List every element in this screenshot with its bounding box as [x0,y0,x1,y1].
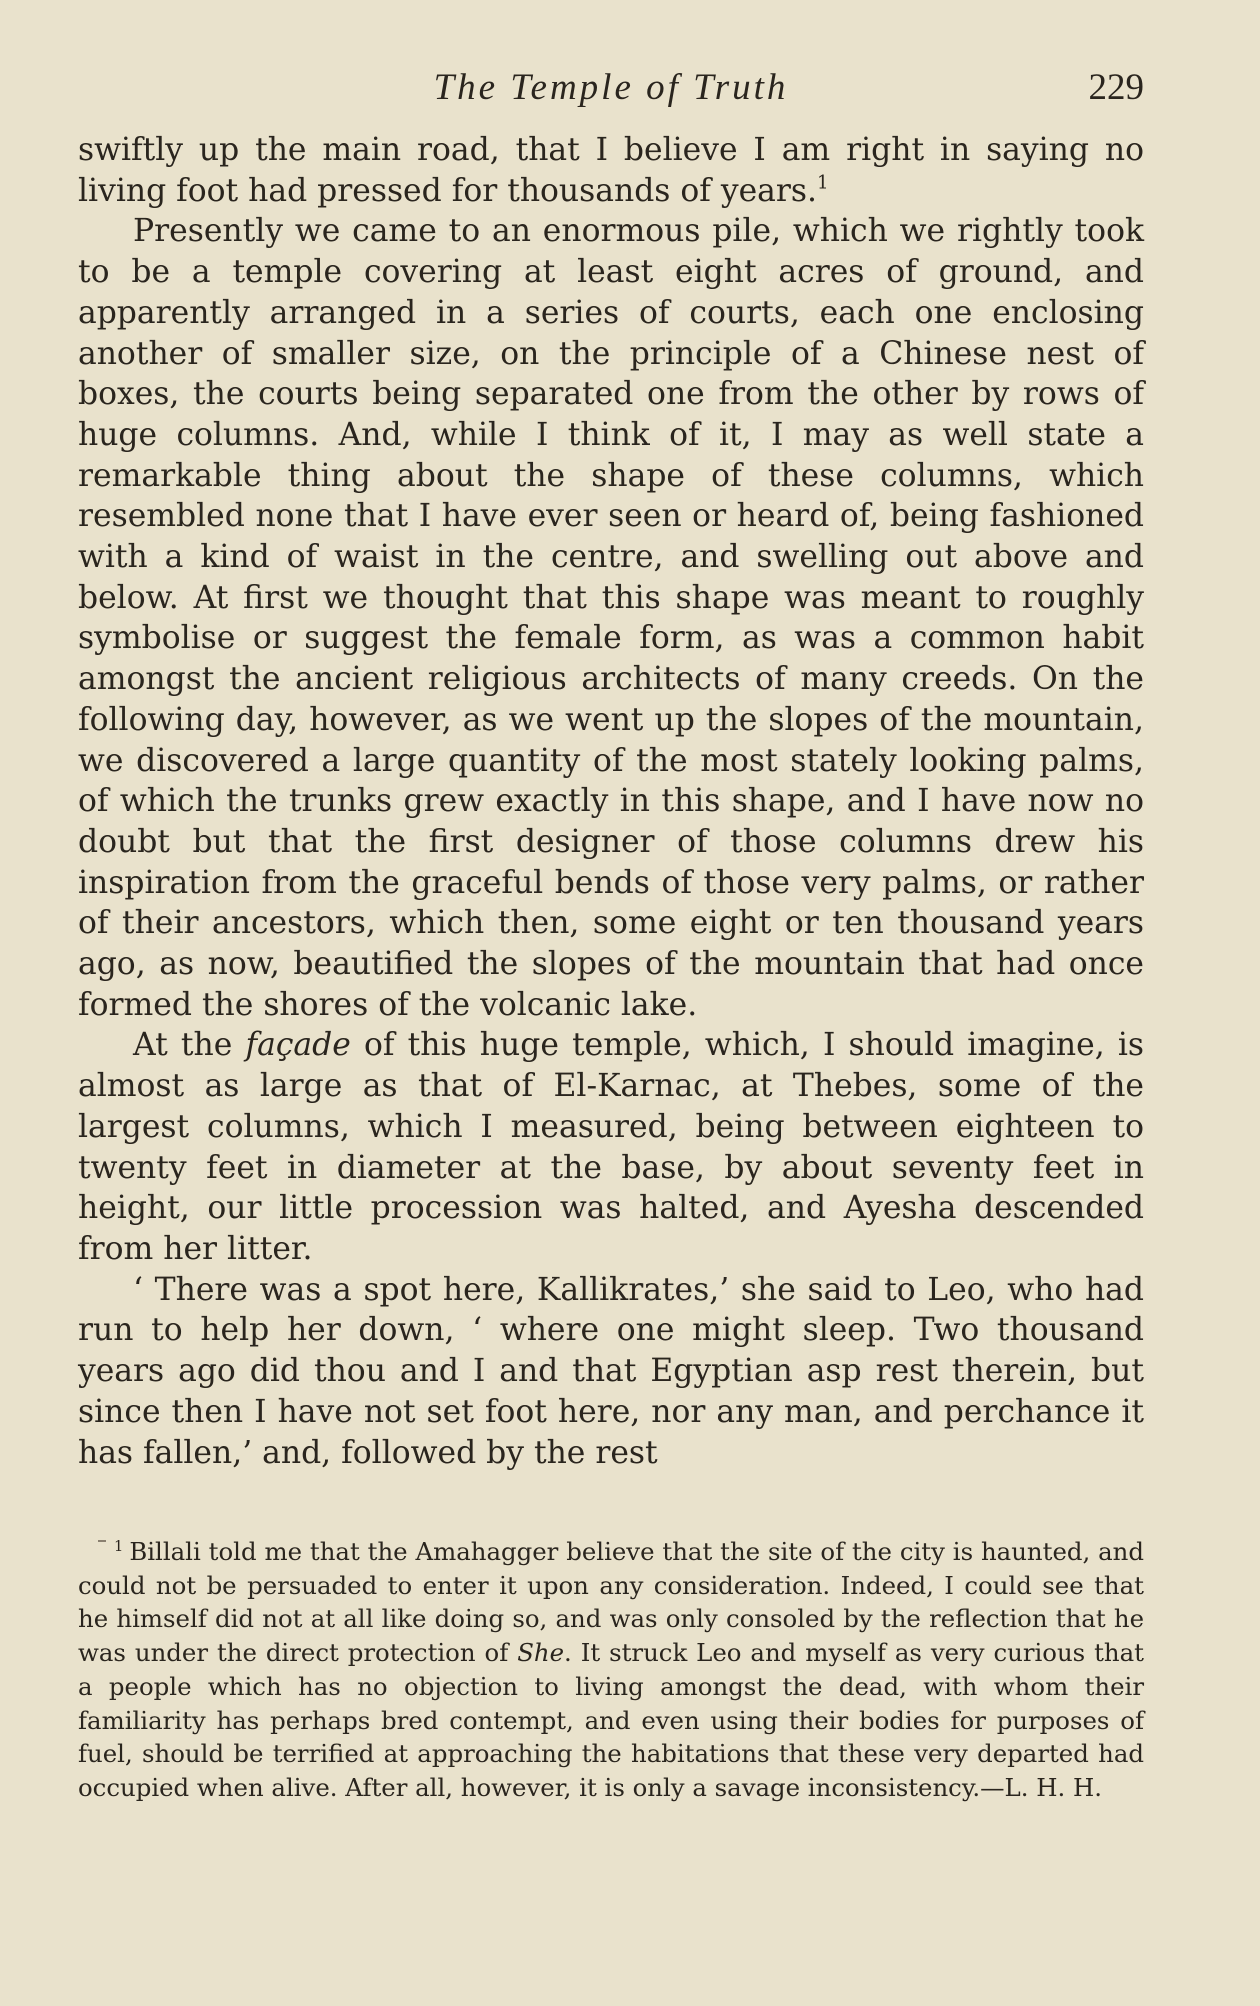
footnote-text-before: Billali told me that the Amahagger believe that the site of the city is haunted, and could not be persuaded to enter it upon any consideration. Indeed, I could see that he himself did not at all like doing so, and was only consoled by the reflection that he was under the direct protection of [78,1537,1144,1668]
paragraph-2: Presently we came to an enormous pile, which we rightly took to be a temple covering at least eight acres of ground, and apparently arranged in a series of courts, each one enclosing another of smaller size, on the principle of a Chinese nest of boxes, the courts being separated one from the other by rows of huge columns. And, while I think of it, I may as well state a remarkable thing about the shape of these columns, which resembled none that I have ever seen or heard of, being fashioned with a kind of waist in the centre, and swelling out above and below. At first we thought that this shape was meant to roughly symbolise or suggest the female form, as was a common habit amongst the ancient religious architects of many creeds. On the following day, however, as we went up the slopes of the mountain, we discovered a large quantity of the most stately looking palms, of which the trunks grew exactly in this shape, and I have now no doubt but that the first designer of those columns drew his inspiration from the graceful bends of those very palms, or rather of their ancestors, which then, some eight or ten thousand years ago, as now, beautified the slopes of the mountain that had once formed the shores of the volcanic lake. [78,213,1144,1023]
paragraph-3-italic: façade [245,1027,351,1064]
paragraph-1 [78,130,1144,211]
running-title: The Temple of Truth [433,67,789,108]
paragraph-1-text: swiftly up the main road, that I believe I am right in saying no living foot had pressed for thousands of years. [78,132,1144,209]
paragraph-3-start: At the [133,1027,233,1064]
footnote-1 [78,1535,1144,1805]
footnote-text-after: . It struck Leo and myself as very curious that a people which has no objection to living amongst the dead, with whom their familiarity has perhaps bred contempt, and even using their bodies for purposes of fuel, should be terrified at approaching the habitations that these very departed had occupied when alive. After all, however, it is only a savage inconsistency.—L. H. H. [78,1638,1144,1802]
footnotes [78,1535,1144,1805]
paragraph-4: ‘ There was a spot here, Kallikrates,’ she said to Leo, who had run to help her down, ‘ where one might sleep. Two thousand years ago did thou and I and that Egyptian asp rest therein, but since then I have not set foot here, nor any man, and perchance it has fallen,’ and, followed by the rest [78,1271,1144,1471]
page-number: 229 [1088,67,1144,108]
footnote-italic: She [517,1638,565,1668]
body-text [78,130,1144,1473]
paragraph-3-rest: of this huge temple, which, I should imagine, is almost as large as that of El-Karnac, at Thebes, some of the largest columns, which I measured, being between eighteen to twenty feet in diameter at the base, by about seventy feet in height, our little procession was halted, and Ayesha descended from her litter. [78,1027,1144,1267]
footnote-marker: 1 [114,1538,124,1556]
footnote-reference[interactable]: 1 [816,171,829,193]
paragraph-3 [78,1025,1144,1269]
page-header [78,66,1144,116]
